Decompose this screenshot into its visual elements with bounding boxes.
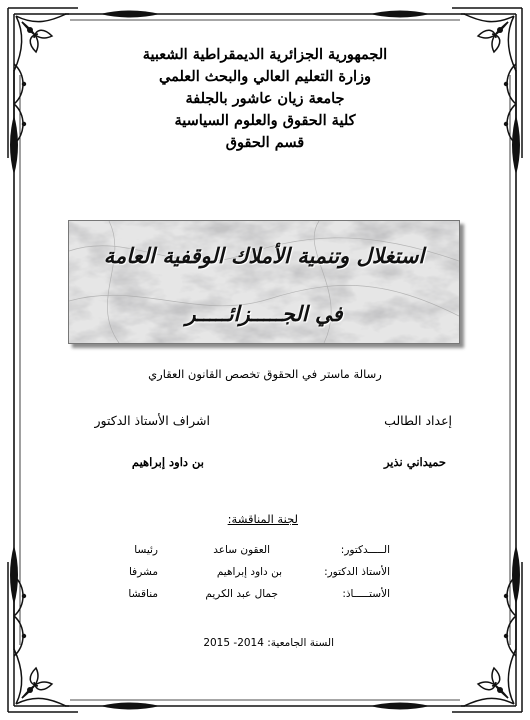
header-university: جامعة زيان عاشور بالجلفة bbox=[185, 90, 345, 107]
committee-member-name: العقون ساعد bbox=[213, 544, 270, 556]
committee-member-name: بن داود إبراهيم bbox=[216, 566, 282, 578]
corner-ornament-icon bbox=[4, 4, 84, 169]
thesis-title-box bbox=[68, 220, 460, 344]
committee-member-title: الأستـــــاذ: bbox=[342, 588, 390, 600]
header-faculty: كلية الحقوق والعلوم السياسية bbox=[174, 112, 356, 129]
corner-ornament-icon bbox=[4, 551, 84, 716]
supervisor-name: بن داود إبراهيم bbox=[131, 455, 204, 469]
corner-ornament-icon bbox=[446, 4, 526, 169]
header-department: قسم الحقوق bbox=[225, 134, 305, 151]
committee-member-title: الأستاذ الدكتور: bbox=[324, 566, 390, 578]
student-name: حميداني نذير bbox=[383, 455, 446, 469]
institution-header bbox=[110, 44, 420, 154]
header-ministry: وزارة التعليم العالي والبحث العلمي bbox=[159, 68, 371, 85]
committee-member-name: جمال عبد الكريم bbox=[205, 588, 278, 600]
committee-member-role: رئيسا bbox=[134, 544, 158, 556]
committee-title: لجنة المناقشة: bbox=[227, 512, 298, 526]
thesis-title-line2: في الجـــــزائـــــر bbox=[185, 301, 343, 326]
committee-member-role: مشرفا bbox=[128, 566, 158, 578]
academic-year: السنة الجامعية: 2014- 2015 bbox=[203, 637, 334, 649]
thesis-title-line1: استغلال وتنمية الأملاك الوقفية العامة bbox=[103, 243, 425, 268]
committee-member-role: مناقشا bbox=[128, 588, 158, 600]
header-country: الجمهورية الجزائرية الديمقراطية الشعبية bbox=[142, 46, 388, 63]
supervisor-label: اشراف الأستاذ الدكتور bbox=[94, 413, 210, 428]
corner-ornament-icon bbox=[446, 551, 526, 716]
student-label: إعداد الطالب bbox=[384, 413, 452, 428]
thesis-subtitle: رسالة ماستر في الحقوق تخصص القانون العقاري bbox=[148, 367, 382, 381]
committee-member-title: الـــــدكتور: bbox=[340, 544, 390, 556]
